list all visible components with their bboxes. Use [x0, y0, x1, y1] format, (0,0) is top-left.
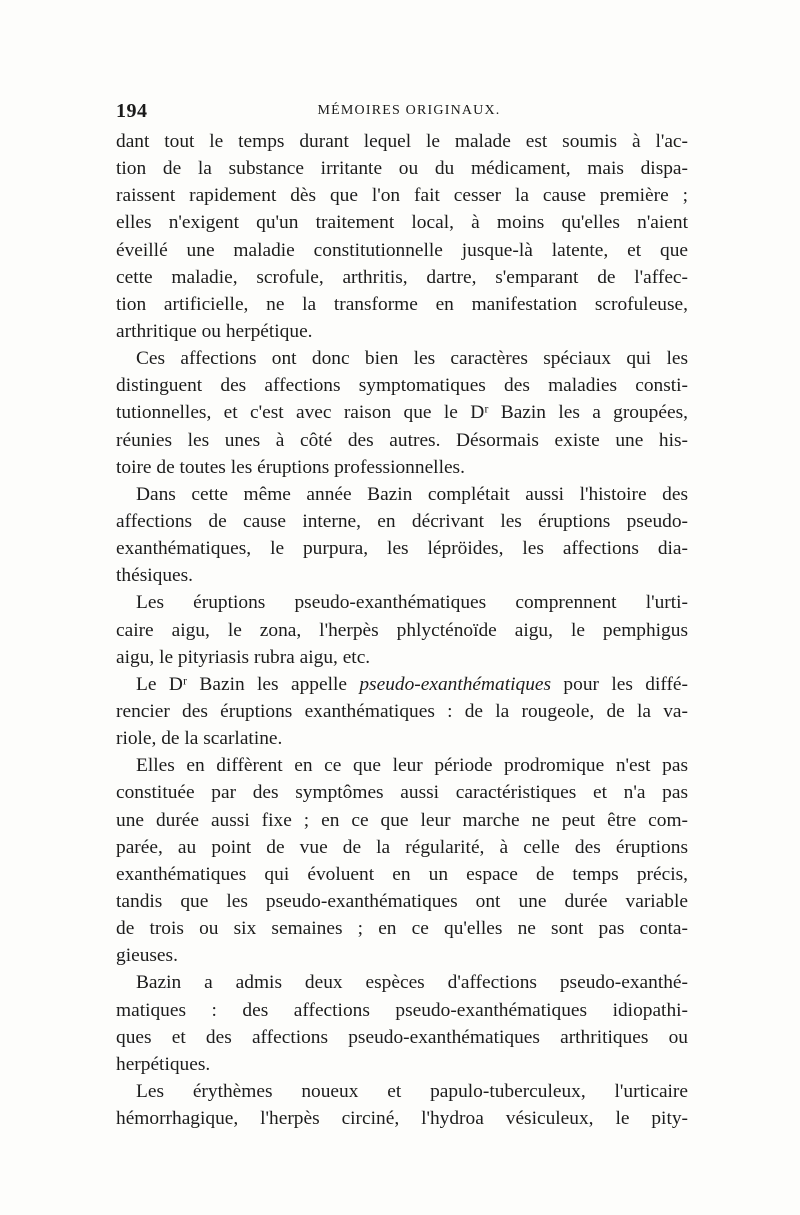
text-line: exanthématiques, le purpura, les lépröides, les affections dia- — [116, 538, 688, 560]
text-run: pour les diffé- — [551, 673, 688, 695]
body-text — [116, 128, 688, 1132]
text-line: riole, de la scarlatine. — [116, 728, 283, 750]
text-line: tandis que les pseudo-exanthématiques ont une durée variable — [116, 890, 688, 912]
text-line: Dans cette même année Bazin complétait aussi l'histoire des — [136, 483, 688, 505]
text-line: herpétiques. — [116, 1053, 211, 1075]
text-line: tutionnelles, et c'est avec raison que le Dʳ Bazin les a groupées, — [116, 402, 688, 424]
paragraph — [116, 1078, 688, 1132]
text-line: thésiques. — [116, 565, 194, 587]
text-line: aigu, le pityriasis rubra aigu, etc. — [116, 646, 371, 668]
paragraph — [116, 969, 688, 1078]
text-line: Les érythèmes noueux et papulo-tuberculeux, l'urticaire — [136, 1080, 688, 1102]
text-line: réunies les unes à côté des autres. Désormais existe une his- — [116, 429, 688, 451]
text-line: tion de la substance irritante ou du médicament, mais dispa- — [116, 158, 688, 180]
text-line: tion artificielle, ne la transforme en manifestation scrofuleuse, — [116, 293, 688, 315]
text-line: cette maladie, scrofule, arthritis, dartre, s'emparant de l'affec- — [116, 266, 688, 288]
text-line: matiques : des affections pseudo-exanthématiques idiopathi- — [116, 999, 688, 1021]
text-line: gieuses. — [116, 945, 178, 967]
italic-term: pseudo-exanthématiques — [359, 673, 552, 695]
text-line: éveillé une maladie constitutionnelle jusque-là latente, et que — [116, 239, 688, 261]
paragraph — [116, 671, 688, 752]
text-run: Le Dʳ Bazin les appelle — [136, 673, 360, 695]
text-line: raissent rapidement dès que l'on fait cesser la cause première ; — [116, 185, 688, 207]
text-line: parée, au point de vue de la régularité, à celle des éruptions — [116, 836, 688, 858]
text-line: arthritique ou herpétique. — [116, 320, 313, 342]
text-line: toire de toutes les éruptions professionnelles. — [116, 456, 465, 478]
paragraph — [116, 481, 688, 590]
text-line: constituée par des symptômes aussi caractéristiques et n'a pas — [116, 782, 688, 804]
text-line: une durée aussi fixe ; en ce que leur marche ne peut être com- — [116, 809, 688, 831]
text-line: affections de cause interne, en décrivant les éruptions pseudo- — [116, 510, 688, 532]
page-header — [116, 100, 688, 124]
text-line: elles n'exigent qu'un traitement local, à moins qu'elles n'aient — [116, 212, 688, 234]
text-line: Ces affections ont donc bien les caractères spéciaux qui les — [136, 348, 688, 370]
paragraph — [116, 752, 688, 969]
page-number: 194 — [116, 100, 148, 122]
text-line: Les éruptions pseudo-exanthématiques comprennent l'urti- — [136, 592, 688, 614]
text-line: rencier des éruptions exanthématiques : de la rougeole, de la va- — [116, 700, 688, 722]
text-line: exanthématiques qui évoluent en un espace de temps précis, — [116, 863, 688, 885]
paragraph — [116, 345, 688, 481]
text-line: de trois ou six semaines ; en ce qu'elles ne sont pas conta- — [116, 918, 688, 940]
text-line — [116, 671, 688, 698]
text-line: dant tout le temps durant lequel le malade est soumis à l'ac- — [116, 131, 688, 152]
text-line: Elles en diffèrent en ce que leur période prodromique n'est pas — [136, 755, 688, 777]
text-line: Bazin a admis deux espèces d'affections pseudo-exanthé- — [136, 972, 688, 994]
paragraph — [116, 128, 688, 345]
text-line: hémorrhagique, l'herpès circiné, l'hydroa vésiculeux, le pity- — [116, 1108, 688, 1130]
text-line: caire aigu, le zona, l'herpès phlycténoïde aigu, le pemphigus — [116, 619, 688, 641]
text-line: ques et des affections pseudo-exanthématiques arthritiques ou — [116, 1026, 688, 1048]
text-line: distinguent des affections symptomatiques des maladies consti- — [116, 375, 688, 397]
running-head: MÉMOIRES ORIGINAUX. — [317, 103, 501, 118]
paragraph — [116, 589, 688, 670]
